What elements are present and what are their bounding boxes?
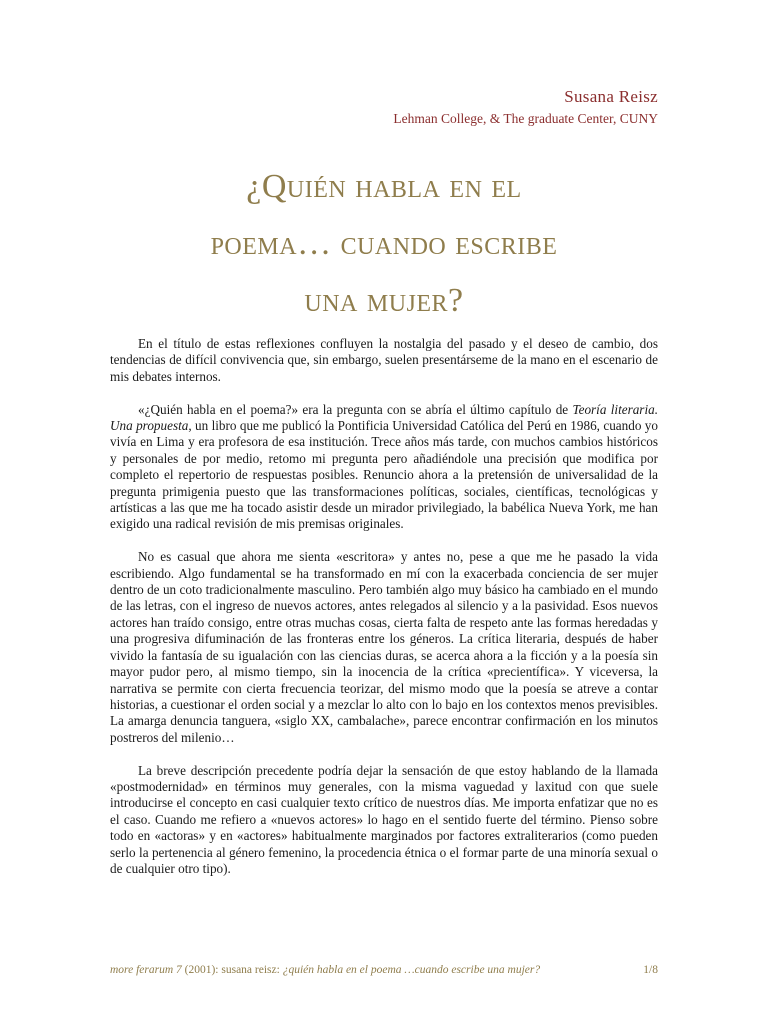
paragraph-2-part-a: «¿Quién habla en el poema?» era la pregunta con se abría el último capítulo de bbox=[138, 401, 573, 417]
paragraph-2-part-b: , un libro que me publicó la Pontificia Universidad Católica del Perú en 1986, cuando yo vivía en Lima y era profesora de esa institución. Trece años más tarde, con muchos cambios históricos y personales de por medio, retomo mi pregunta pero añadiéndole una precisión que modifica por completo el repertorio de respuestas posibles. Renuncio ahora a la pretensión de universalidad de la pregunta primigenia puesto que las transformaciones políticas, sociales, científicas, tecnológicas y artísticas a las que me ha tocado asistir desde un mirador privilegiado, la babélica Nueva York, me han exigido una radical revisión de mis premisas originales. bbox=[110, 418, 658, 532]
footer-journal: more ferarum 7 bbox=[110, 964, 182, 976]
footer-year: (2001): bbox=[181, 964, 222, 976]
paragraph-3: No es casual que ahora me sienta «escritora» y antes no, pese a que me he pasado la vida escribiendo. Algo fundamental se ha transformado en mí con la exacerbada conciencia de ser mujer dentro de un coto tradicionalmente masculino. Pero también algo muy básico ha cambiado en el mundo de las letras, con el ingreso de nuevos actores, antes relegados al silencio y a la pasividad. Esos nuevos actores han traído consigo, entre otras muchas cosas, cierta falta de respeto ante las formas heredadas y una progresiva difuminación de las fronteras entre los géneros. La crítica literaria, después de haber vivido la fantasía de su igualación con las ciencias duras, se acerca ahora a la ficción y a la poesía sin mayor pudor pero, al mismo tiempo, sin la inocencia de la crítica «precientífica». Y viceversa, la narrativa se permite con cierta frecuencia teorizar, del mismo modo que la poesía se atreve a contar historias, a cuestionar el orden social y a mezclar lo alto con lo bajo en los contextos menos previsibles. La amarga denuncia tanguera, «siglo XX, cambalache», parece encontrar confirmación en los minutos postreros del milenio… bbox=[110, 549, 658, 745]
paragraph-2 bbox=[110, 402, 658, 533]
author-name: Susana Reisz bbox=[564, 87, 658, 106]
book-title-italic: Teoría literaria. Una propuesta bbox=[110, 401, 658, 434]
footer-citation bbox=[110, 964, 540, 976]
page-number: 1/8 bbox=[643, 964, 658, 976]
author-affiliation: Lehman College, & The graduate Center, CUNY bbox=[393, 111, 658, 126]
page-footer bbox=[110, 964, 658, 976]
footer-author: susana reisz: bbox=[221, 964, 283, 976]
title-line-2: poema… cuando escribe bbox=[210, 225, 558, 262]
title-line-1: ¿Quién habla en el bbox=[246, 168, 522, 205]
title-line-3: una mujer? bbox=[304, 282, 464, 319]
article-title bbox=[110, 158, 658, 329]
paragraph-1: En el título de estas reflexiones confluyen la nostalgia del pasado y el deseo de cambio, dos tendencias de difícil convivencia que, sin embargo, suelen presentárseme de la mano en el escenario de mis debates internos. bbox=[110, 336, 658, 384]
body-text bbox=[110, 336, 658, 894]
footer-article-title: ¿quién habla en el poema …cuando escribe una mujer? bbox=[282, 964, 541, 976]
paragraph-4: La breve descripción precedente podría dejar la sensación de que estoy hablando de la llamada «postmodernidad» en términos muy generales, con la misma vaguedad y laxitud con que suele introducirse el concepto en casi cualquier texto crítico de nuestros días. Me importa enfatizar que no es el caso. Cuando me refiero a «nuevos actores» lo hago en el sentido fuerte del término. Pienso sobre todo en «actoras» y en «actores» habitualmente marginados por factores extraliterarios (como pueden serlo la pertenencia al género femenino, la procedencia étnica o el formar parte de una minoría sexual o de cualquier otro tipo). bbox=[110, 762, 658, 876]
author-block bbox=[393, 86, 658, 129]
